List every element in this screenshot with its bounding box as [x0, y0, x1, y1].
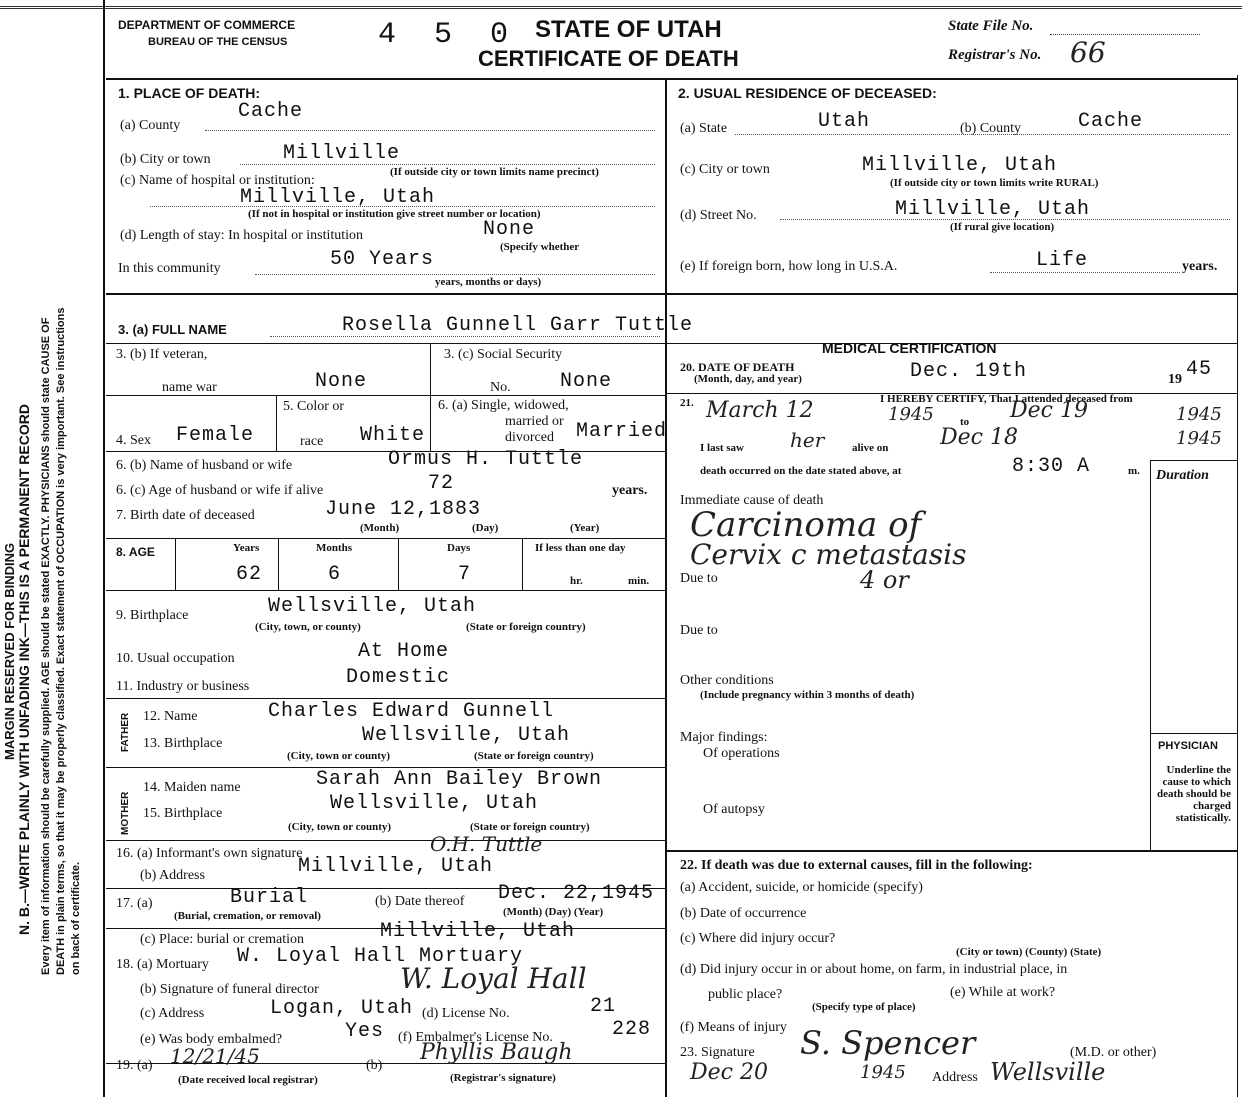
attended-from: March 12: [706, 398, 814, 423]
certificate-title: CERTIFICATE OF DEATH: [478, 46, 739, 71]
section1-bottom-rule: [106, 293, 1237, 295]
res-street-line: [780, 219, 1230, 220]
external-d2: public place?: [708, 987, 783, 1002]
foreign-years: years.: [1182, 259, 1218, 274]
father-name-value: Charles Edward Gunnell: [268, 700, 555, 723]
city-label: (b) City or town: [120, 152, 211, 167]
age-top-rule: [106, 538, 665, 539]
father-city-note: (City, town or county): [287, 750, 391, 762]
received-label: 19. (a): [116, 1058, 153, 1073]
informant-signature: O.H. Tuttle: [430, 832, 543, 856]
signature-date: Dec 20: [690, 1060, 768, 1085]
department-label: DEPARTMENT OF COMMERCE: [118, 18, 296, 32]
stay-label: (d) Length of stay: In hospital or institution: [120, 228, 364, 243]
res-county-label: (b) County: [960, 121, 1022, 136]
margin-instructions-1: Every item of information should be carefully supplied. AGE should be stated EXACTLY. PHYSICIANS should state CAUSE OF: [40, 317, 52, 975]
county-label: (a) County: [120, 118, 181, 133]
bureau-label: BUREAU OF THE CENSUS: [148, 36, 288, 48]
age-div-2: [278, 538, 279, 590]
race-label: race: [300, 434, 324, 449]
informant-address-label: (b) Address: [140, 868, 205, 883]
external-top-rule: [665, 850, 1237, 852]
mother-name-value: Sarah Ann Bailey Brown: [316, 768, 603, 791]
physician-signature: S. Spencer: [800, 1024, 976, 1062]
margin-ink-note: N. B.—WRITE PLAINLY WITH UNFADING INK—THIS IS A PERMANENT RECORD: [16, 404, 32, 935]
mother-birthplace-value: Wellsville, Utah: [330, 792, 539, 815]
mother-state-note: (State or foreign country): [470, 821, 590, 833]
external-a: (a) Accident, suicide, or homicide (specify): [680, 880, 923, 895]
units-note: years, months or days): [435, 276, 542, 288]
external-d-note: (Specify type of place): [812, 1001, 916, 1013]
age-div-3: [398, 538, 399, 590]
birthplace-state-note: (State or foreign country): [466, 621, 586, 633]
hospital-label: (c) Name of hospital or institution:: [120, 173, 315, 188]
burial-place-label: (c) Place: burial or cremation: [140, 932, 305, 947]
age-div-4: [522, 538, 523, 590]
external-b: (b) Date of occurrence: [680, 906, 807, 921]
last-saw-value: her: [790, 428, 825, 452]
birthplace-label: 9. Birthplace: [116, 608, 189, 623]
director-sig-label: (b) Signature of funeral director: [140, 982, 319, 997]
autopsy-label: Of autopsy: [703, 802, 765, 817]
state-file-label: State File No.: [948, 18, 1034, 34]
duration-header: Duration: [1156, 468, 1209, 483]
city-line: [240, 164, 655, 165]
industry-label: 11. Industry or business: [116, 679, 250, 694]
industry-value: Domestic: [346, 666, 451, 689]
registrar-sig-label: (b): [366, 1058, 383, 1073]
res-city-label: (c) City or town: [680, 162, 770, 177]
burial-note: (Burial, cremation, or removal): [174, 910, 321, 922]
ss-no-label: No.: [490, 380, 511, 395]
external-e: (e) While at work?: [950, 985, 1056, 1000]
birth-date-value: June 12,1883: [325, 498, 482, 521]
other-conditions-note: (Include pregnancy within 3 months of death): [700, 689, 915, 701]
father-name-label: 12. Name: [143, 709, 198, 724]
marital-label-1: 6. (a) Single, widowed,: [438, 398, 569, 413]
form-right-border: [1237, 75, 1238, 1097]
due-to-1: Due to: [680, 571, 718, 586]
burial-date-value: Dec. 22,1945: [498, 882, 655, 905]
birthplace-city-note: (City, town, or county): [255, 621, 361, 633]
hospital-value: Millville, Utah: [240, 186, 436, 209]
marital-label-3: divorced: [505, 430, 554, 445]
foreign-label: (e) If foreign born, how long in U.S.A.: [680, 259, 898, 274]
full-name-value: Rosella Gunnell Garr Tuttle: [342, 314, 694, 337]
license-value: 21: [590, 995, 617, 1018]
embalmed-value: Yes: [345, 1020, 385, 1043]
birthplace-value: Wellsville, Utah: [268, 595, 477, 618]
immediate-cause-2: Cervix c metastasis: [690, 538, 967, 571]
age-div-1: [175, 538, 176, 590]
race-value: White: [360, 424, 426, 447]
form-top-rule: [0, 6, 1242, 9]
time-m: m.: [1128, 465, 1140, 477]
registrar-number: 66: [1070, 36, 1106, 69]
father-birthplace-label: 13. Birthplace: [143, 736, 223, 751]
embalmer-license-label: (f) Embalmer's License No.: [398, 1030, 553, 1045]
external-c: (c) Where did injury occur?: [680, 931, 836, 946]
burial-date-note: (Month) (Day) (Year): [503, 906, 604, 918]
war-label: name war: [162, 380, 217, 395]
external-heading: 22. If death was due to external causes, fill in the following:: [680, 858, 1033, 873]
veteran-label: 3. (b) If veteran,: [116, 347, 208, 362]
state-title: STATE OF UTAH: [535, 16, 722, 43]
ss-label: 3. (c) Social Security: [444, 347, 563, 362]
age-bottom-rule: [106, 590, 665, 591]
color-label: 5. Color or: [283, 399, 345, 414]
ss-value: None: [560, 370, 613, 393]
age-years-value: 62: [236, 563, 263, 586]
physician-label: PHYSICIAN: [1158, 740, 1218, 752]
director-signature: W. Loyal Hall: [400, 962, 587, 995]
father-side-label: FATHER: [120, 712, 131, 752]
occurred-label: death occurred on the date stated above, at: [700, 465, 902, 477]
res-state-line: [735, 134, 1230, 135]
margin-instructions-3: on back of certificate.: [70, 861, 82, 975]
physician-rule: [1150, 733, 1237, 734]
form-left-border: [103, 0, 105, 1097]
community-label: In this community: [118, 261, 221, 276]
specify-note: (Specify whether: [500, 241, 580, 253]
attended-to-label: to: [960, 416, 970, 428]
marital-value: Married: [576, 420, 668, 443]
foreign-line: [990, 272, 1180, 273]
date-of-death-value: Dec. 19th: [910, 360, 1028, 383]
informant-sig-label: 16. (a) Informant's own signature: [116, 846, 303, 861]
foreign-value: Life: [1036, 249, 1089, 272]
mother-city-note: (City, town or county): [288, 821, 392, 833]
cause-duration: 4 or: [860, 566, 909, 594]
res-city-note: (If outside city or town limits write RURAL): [890, 177, 1099, 189]
occupation-label: 10. Usual occupation: [116, 651, 235, 666]
res-street-note: (If rural give location): [950, 221, 1055, 233]
birth-day-note: (Day): [472, 522, 499, 534]
license-label: (d) License No.: [422, 1006, 510, 1021]
age-days-value: 7: [458, 563, 472, 586]
margin-binding-note: MARGIN RESERVED FOR BINDING: [2, 542, 17, 760]
other-conditions-label: Other conditions: [680, 673, 774, 688]
signature-label: 23. Signature: [680, 1045, 755, 1060]
birth-date-label: 7. Birth date of deceased: [116, 508, 255, 523]
signature-year: 1945: [860, 1062, 906, 1083]
spouse-label: 6. (b) Name of husband or wife: [116, 458, 293, 473]
death-year-prefix: 19: [1168, 372, 1182, 387]
mortuary-address-label: (c) Address: [140, 1006, 205, 1021]
parents-bottom-rule: [106, 840, 665, 841]
header-bottom-rule: [106, 78, 1237, 80]
mortuary-value: W. Loyal Hall Mortuary: [237, 945, 524, 968]
county-value: Cache: [238, 100, 304, 123]
mother-name-label: 14. Maiden name: [143, 780, 241, 795]
community-value: 50 Years: [330, 248, 435, 271]
community-line: [255, 274, 655, 275]
sex-divider: [276, 395, 277, 451]
war-value: None: [315, 370, 368, 393]
spouse-age-label: 6. (c) Age of husband or wife if alive: [116, 483, 324, 498]
birth-year-note: (Year): [570, 522, 600, 534]
spouse-years: years.: [612, 483, 648, 498]
time-of-death: 8:30 A: [1012, 455, 1091, 478]
md-label: (M.D. or other): [1070, 1045, 1157, 1060]
county-line: [205, 130, 655, 131]
stamped-number: 4 5 0: [378, 18, 519, 52]
burial-value: Burial: [230, 886, 309, 909]
age-days-header: Days: [447, 542, 471, 554]
burial-place-value: Millville, Utah: [380, 920, 576, 943]
father-state-note: (State or foreign country): [474, 750, 594, 762]
hospital-line: [150, 206, 655, 207]
name-line: [270, 336, 660, 337]
age-months-header: Months: [316, 542, 353, 554]
age-years-header: Years: [233, 542, 260, 554]
veteran-divider: [430, 343, 431, 451]
res-street-label: (d) Street No.: [680, 208, 757, 223]
signature-address-label: Address: [932, 1070, 978, 1085]
alive-on-label: alive on: [852, 442, 889, 454]
informant-address-value: Millville, Utah: [298, 855, 494, 878]
duration-column-divider: [1150, 460, 1151, 850]
birth-month-note: (Month): [360, 522, 400, 534]
attended-to-year: 1945: [1176, 404, 1222, 425]
signature-address: Wellsville: [990, 1058, 1106, 1086]
immediate-cause-label: Immediate cause of death: [680, 493, 824, 508]
age-min: min.: [628, 575, 650, 587]
death-year-value: 45: [1186, 358, 1213, 381]
mother-birthplace-label: 15. Birthplace: [143, 806, 223, 821]
external-c-note: (City or town) (County) (State): [956, 946, 1102, 958]
date-of-death-note: (Month, day, and year): [694, 373, 802, 385]
major-findings-label: Major findings:: [680, 730, 768, 745]
burial-label: 17. (a): [116, 896, 153, 911]
operations-label: Of operations: [703, 746, 780, 761]
last-saw-label: I last saw: [700, 442, 745, 454]
full-name-label: 3. (a) FULL NAME: [118, 322, 227, 337]
res-state-label: (a) State: [680, 121, 728, 136]
spouse-value: Ormus H. Tuttle: [388, 448, 584, 471]
age-label: 8. AGE: [116, 545, 155, 559]
hospital-note: (If outside city or town limits name precinct): [390, 166, 599, 178]
occupation-value: At Home: [358, 640, 450, 663]
duration-head-rule: [1150, 460, 1237, 461]
underline-note: Underline the cause to which death should be charged statistically.: [1157, 764, 1231, 824]
margin-instructions-2: DEATH in plain terms, so that it may be properly classified. Exact statement of OCCUPATION is very important. See instructions: [55, 307, 67, 975]
residence-heading: 2. USUAL RESIDENCE OF DECEASED:: [678, 85, 937, 101]
item21-label: 21.: [680, 397, 694, 409]
received-note: (Date received local registrar): [178, 1074, 318, 1086]
state-file-line: [1050, 34, 1200, 35]
center-divider: [665, 78, 667, 1097]
external-f: (f) Means of injury: [680, 1020, 787, 1035]
embalmed-label: (e) Was body embalmed?: [140, 1032, 283, 1047]
received-date: 12/21/45: [170, 1044, 260, 1068]
external-d: (d) Did injury occur in or about home, on farm, in industrial place, in: [680, 962, 1068, 977]
name-row-rule: [106, 343, 665, 344]
res-county-value: Cache: [1078, 110, 1144, 133]
res-street-value: Millville, Utah: [895, 198, 1091, 221]
sex-label: 4. Sex: [116, 433, 151, 448]
stay-value: None: [483, 218, 536, 241]
immediate-cause-1: Carcinoma of: [690, 505, 922, 545]
mother-side-label: MOTHER: [120, 791, 131, 835]
registrar-note: (Registrar's signature): [450, 1072, 556, 1084]
parents-top-rule: [106, 698, 665, 699]
date-of-death-label: 20. DATE OF DEATH: [680, 360, 795, 374]
res-state-value: Utah: [818, 110, 871, 133]
age-lessday-header: If less than one day: [535, 542, 626, 554]
certify-text: I HEREBY CERTIFY, That I attended deceased from: [880, 393, 1133, 405]
father-birthplace-value: Wellsville, Utah: [362, 724, 571, 747]
embalmer-license-value: 228: [612, 1018, 652, 1041]
due-to-2: Due to: [680, 623, 718, 638]
age-hr: hr.: [570, 575, 583, 587]
attended-to: Dec 19: [1010, 398, 1088, 423]
sex-value: Female: [176, 424, 255, 447]
mortuary-label: 18. (a) Mortuary: [116, 957, 209, 972]
alive-year: 1945: [1176, 428, 1222, 449]
place-of-death-heading: 1. PLACE OF DEATH:: [118, 85, 261, 101]
burial-date-label: (b) Date thereof: [375, 894, 465, 909]
registrar-signature: Phyllis Baugh: [420, 1040, 573, 1065]
mortuary-address-value: Logan, Utah: [270, 997, 414, 1020]
registrar-label: Registrar's No.: [948, 47, 1042, 63]
marital-label-2: married or: [505, 414, 564, 429]
alive-on-value: Dec 18: [940, 425, 1018, 450]
res-city-value: Millville, Utah: [862, 154, 1058, 177]
age-months-value: 6: [328, 563, 342, 586]
city-value: Millville: [283, 142, 401, 165]
spouse-age-value: 72: [428, 472, 455, 495]
medical-heading: MEDICAL CERTIFICATION: [822, 340, 997, 356]
attended-from-year: 1945: [888, 404, 934, 425]
street-note: (If not in hospital or institution give street number or location): [248, 208, 541, 220]
